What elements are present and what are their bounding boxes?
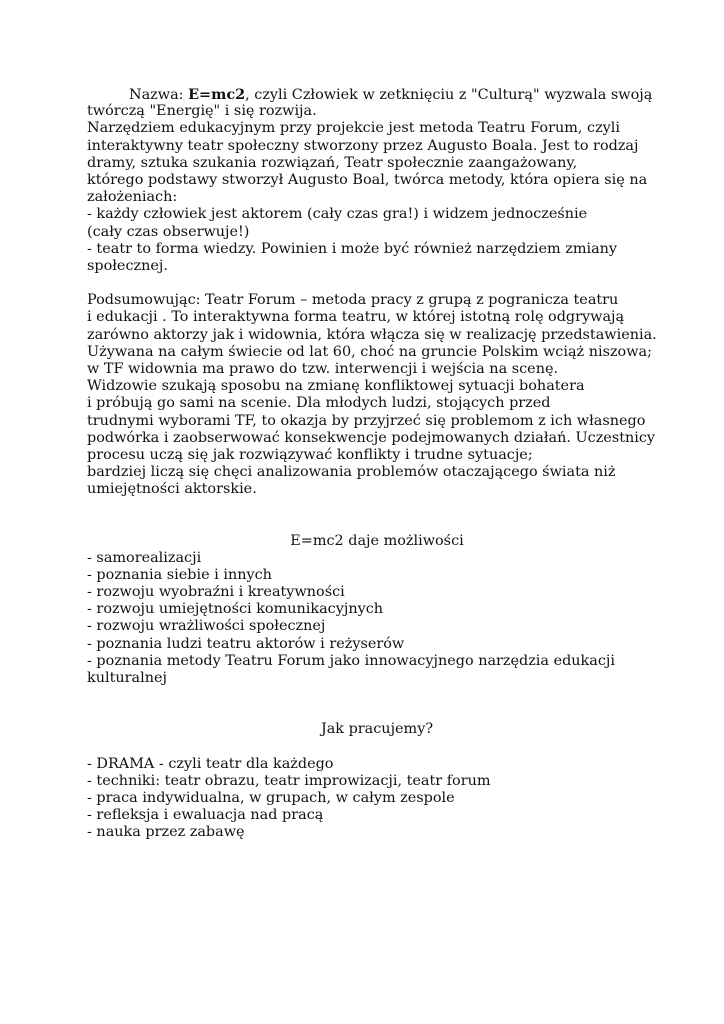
summary-line: podwórka i zaobserwować konsekwencje podejmowanych działań. Uczestnicy — [87, 429, 656, 446]
summary-line: trudnymi wyborami TF, to okazja by przyjrzeć się problemom z ich własnego — [87, 412, 646, 429]
intro-line: społecznej. — [87, 257, 168, 274]
intro-line: założeniach: — [87, 189, 178, 206]
summary-line: procesu uczą się jak rozwiązywać konflikty i trudne sytuacje; — [87, 446, 533, 463]
summary-line: w TF widownia ma prawo do tzw. interwencji i wejścia na scenę. — [87, 361, 559, 377]
intro-line: Narzędziem edukacyjnym przy projekcie jest metoda Teatru Forum, czyli — [87, 120, 620, 137]
project-name: E=mc2 — [188, 86, 246, 103]
summary-line: bardziej liczą się chęci analizowania problemów otaczającego świata niż — [87, 464, 616, 481]
how-heading: Jak pracujemy? — [320, 721, 434, 738]
intro-line: - każdy człowiek jest aktorem (cały czas gra!) i widzem jednocześnie — [87, 206, 588, 223]
how-item: - techniki: teatr obrazu, teatr improwizacji, teatr forum — [87, 772, 491, 789]
possibility-item: - rozwoju umiejętności komunikacyjnych — [87, 601, 384, 618]
section-gap — [87, 687, 667, 721]
intro-line: interaktywny teatr społeczny stworzony przez Augusto Boala. Jest to rodzaj — [87, 137, 639, 154]
intro-line: (cały czas obserwuje!) — [87, 223, 250, 240]
possibility-item: - poznania siebie i innych — [87, 566, 272, 583]
document-page — [87, 86, 667, 842]
intro-first-line-rest: , czyli Człowiek w zetknięciu z "Culturą" wyzwala swoją — [245, 87, 653, 103]
intro-label: Nazwa: — [129, 87, 189, 103]
possibility-item: kulturalnej — [87, 670, 167, 686]
intro-line: twórczą "Energię" i się rozwija. — [87, 103, 317, 120]
possibility-item: - rozwoju wyobraźni i kreatywności — [87, 584, 345, 601]
how-item: - praca indywidualna, w grupach, w całym zespole — [87, 789, 455, 806]
intro-line: którego podstawy stworzył Augusto Boal, twórca metody, która opiera się na — [87, 171, 648, 188]
how-item: - refleksja i ewaluacja nad pracą — [87, 807, 324, 824]
summary-line: i próbują go sami na scenie. Dla młodych ludzi, stojących przed — [87, 395, 551, 412]
intro-line: dramy, sztuka szukania rozwiązań, Teatr społecznie zaangażowany, — [87, 154, 578, 171]
summary-line: zarówno aktorzy jak i widownia, która włącza się w realizację przedstawienia. — [87, 326, 657, 343]
summary-line: Używana na całym świecie od lat 60, choć na gruncie Polskim wciąż niszowa; — [87, 343, 652, 360]
intro-line: - teatr to forma wiedzy. Powinien i może być również narzędziem zmiany — [87, 240, 618, 257]
summary-line: Widzowie szukają sposobu na zmianę konfliktowej sytuacji bohatera — [87, 378, 585, 395]
possibility-item: - samorealizacji — [87, 549, 202, 566]
how-item: - DRAMA - czyli teatr dla każdego — [87, 755, 334, 772]
paragraph-gap — [87, 738, 667, 755]
section-gap — [87, 499, 667, 533]
summary-line: Podsumowując: Teatr Forum – metoda pracy z grupą z pogranicza teatru — [87, 292, 619, 309]
paragraph-gap — [87, 275, 667, 292]
summary-line: umiejętności aktorskie. — [87, 481, 257, 498]
possibility-item: - poznania ludzi teatru aktorów i reżyserów — [87, 635, 405, 652]
possibilities-heading: E=mc2 daje możliwości — [290, 532, 464, 549]
summary-line: i edukacji . To interaktywna forma teatru, w której istotną rolę odgrywają — [87, 309, 625, 326]
possibility-item: - poznania metody Teatru Forum jako innowacyjnego narzędzia edukacji — [87, 652, 615, 669]
possibility-item: - rozwoju wrażliwości społecznej — [87, 618, 326, 635]
intro-first-line — [87, 86, 667, 103]
how-item: - nauka przez zabawę — [87, 824, 245, 841]
